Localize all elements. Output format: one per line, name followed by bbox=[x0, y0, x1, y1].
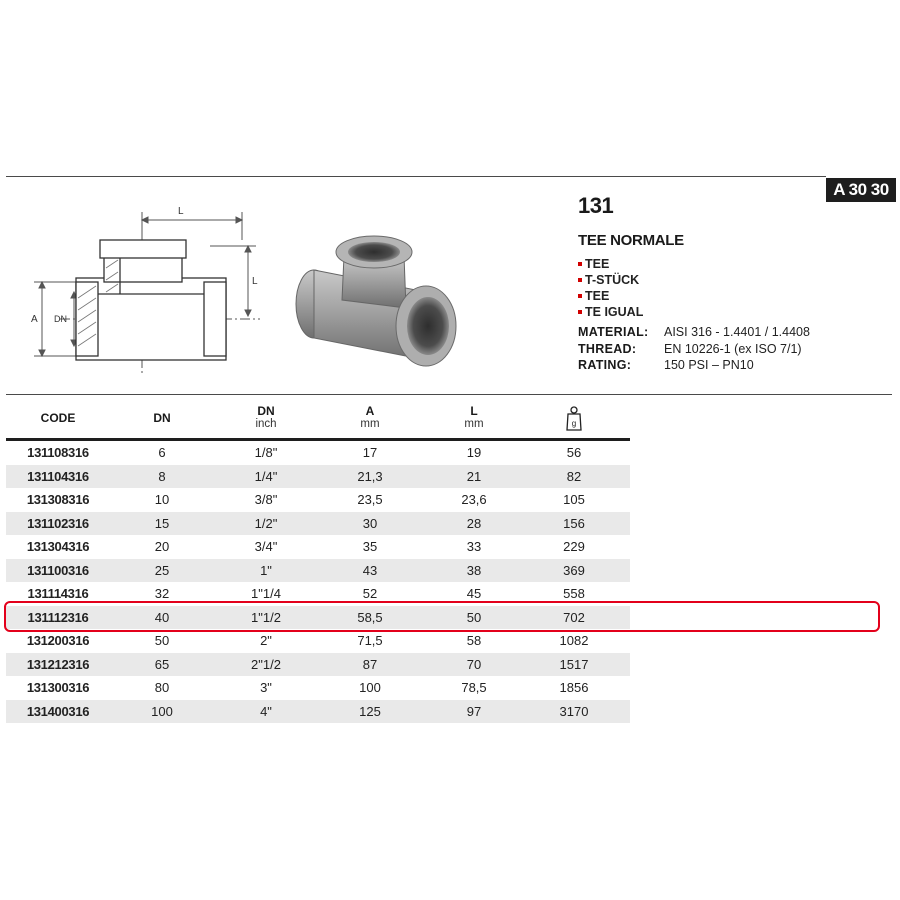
header-a-mm: A mm bbox=[360, 404, 380, 430]
cell-weight-g: 3170 bbox=[559, 703, 589, 719]
cell-dn-inch: 3" bbox=[260, 680, 272, 695]
cell-dn: 40 bbox=[154, 609, 170, 625]
product-photo bbox=[288, 226, 468, 386]
highlighted-row-frame bbox=[4, 601, 880, 632]
translation-item: TE IGUAL bbox=[578, 304, 643, 320]
technical-drawing bbox=[20, 198, 300, 398]
cell-dn: 10 bbox=[154, 492, 170, 507]
drawing-label-dn: DN bbox=[54, 314, 67, 324]
cell-l-mm: 50 bbox=[466, 609, 482, 625]
cell-code: 131104316 bbox=[27, 468, 89, 484]
cell-l-mm: 38 bbox=[466, 562, 482, 578]
dimension-table bbox=[6, 398, 630, 723]
cell-weight-g: 105 bbox=[563, 492, 585, 507]
cell-dn: 8 bbox=[158, 468, 166, 484]
spec-thread: THREAD: EN 10226-1 (ex ISO 7/1) bbox=[578, 341, 802, 356]
table-row bbox=[6, 629, 630, 653]
header-code: CODE bbox=[40, 410, 76, 425]
translation-item: T-STÜCK bbox=[578, 272, 643, 288]
cell-l-mm: 33 bbox=[466, 539, 482, 554]
cell-dn: 25 bbox=[154, 562, 170, 578]
weight-icon bbox=[565, 405, 583, 431]
cell-l-mm: 19 bbox=[466, 445, 482, 460]
cell-weight-g: 369 bbox=[563, 562, 585, 578]
cell-a-mm: 100 bbox=[359, 680, 381, 695]
cell-weight-g: 1856 bbox=[559, 680, 589, 695]
drawing-label-a: A bbox=[31, 314, 38, 325]
cell-code: 131400316 bbox=[26, 703, 90, 719]
cell-weight-g: 82 bbox=[566, 468, 582, 484]
cell-dn: 80 bbox=[154, 680, 170, 695]
cell-dn-inch: 1/2" bbox=[254, 515, 278, 531]
cell-code: 131108316 bbox=[27, 445, 89, 460]
cell-weight-g: 1082 bbox=[559, 633, 589, 648]
cell-a-mm: 35 bbox=[362, 539, 378, 554]
table-row bbox=[6, 653, 630, 677]
cell-dn: 100 bbox=[151, 703, 173, 719]
cell-dn: 50 bbox=[154, 633, 170, 648]
spec-rating: RATING: 150 PSI – PN10 bbox=[578, 358, 754, 372]
cell-l-mm: 45 bbox=[466, 586, 482, 601]
cell-dn-inch: 2" bbox=[260, 633, 272, 648]
cell-weight-g: 156 bbox=[563, 515, 585, 531]
table-header bbox=[6, 398, 630, 441]
cell-l-mm: 21 bbox=[466, 468, 482, 484]
table-row bbox=[6, 465, 630, 489]
table-row bbox=[6, 488, 630, 512]
table-body bbox=[6, 441, 630, 723]
cell-code: 131304316 bbox=[26, 539, 90, 554]
product-translations bbox=[578, 256, 643, 320]
cell-a-mm: 87 bbox=[362, 656, 378, 672]
translation-item: TEE bbox=[578, 256, 643, 272]
drawing-label-l-top: L bbox=[178, 206, 184, 217]
cell-dn-inch: 4" bbox=[260, 703, 272, 719]
cell-a-mm: 30 bbox=[362, 515, 378, 531]
cell-dn-inch: 3/4" bbox=[254, 539, 278, 554]
cell-a-mm: 58,5 bbox=[357, 609, 383, 625]
cell-code: 131100316 bbox=[27, 562, 89, 578]
cell-code: 131200316 bbox=[26, 633, 90, 648]
cell-dn-inch: 1/8" bbox=[254, 445, 278, 460]
spec-material: MATERIAL: AISI 316 - 1.4401 / 1.4408 bbox=[578, 325, 810, 339]
cell-dn: 6 bbox=[158, 445, 166, 460]
cell-dn: 65 bbox=[154, 656, 170, 672]
cell-dn-inch: 1" bbox=[260, 562, 272, 578]
table-row bbox=[6, 676, 630, 700]
cell-l-mm: 28 bbox=[466, 515, 482, 531]
cell-dn-inch: 1/4" bbox=[254, 468, 278, 484]
svg-text:g: g bbox=[571, 419, 577, 428]
cell-a-mm: 71,5 bbox=[357, 633, 383, 648]
cell-l-mm: 23,6 bbox=[461, 492, 487, 507]
translation-item: TEE bbox=[578, 288, 643, 304]
cell-weight-g: 558 bbox=[563, 586, 585, 601]
table-row bbox=[6, 700, 630, 724]
cell-a-mm: 125 bbox=[359, 703, 381, 719]
cell-a-mm: 52 bbox=[362, 586, 378, 601]
cell-dn: 15 bbox=[154, 515, 170, 531]
catalog-page-badge: A 30 30 bbox=[826, 178, 896, 202]
cell-dn: 20 bbox=[154, 539, 170, 554]
cell-weight-g: 702 bbox=[563, 609, 585, 625]
cell-a-mm: 43 bbox=[362, 562, 378, 578]
cell-weight-g: 56 bbox=[566, 445, 582, 460]
cell-l-mm: 97 bbox=[466, 703, 482, 719]
header-l-mm: L mm bbox=[464, 404, 484, 430]
product-name: TEE NORMALE bbox=[578, 232, 684, 249]
product-number: 131 bbox=[578, 193, 614, 218]
header-dn-inch: DN inch bbox=[255, 404, 277, 430]
cell-l-mm: 70 bbox=[466, 656, 482, 672]
cell-code: 131212316 bbox=[26, 656, 90, 672]
drawing-label-l-right: L bbox=[252, 276, 258, 287]
cell-code: 131308316 bbox=[26, 492, 90, 507]
cell-a-mm: 17 bbox=[362, 445, 378, 460]
table-row bbox=[6, 559, 630, 583]
cell-a-mm: 23,5 bbox=[357, 492, 383, 507]
cell-a-mm: 21,3 bbox=[357, 468, 383, 484]
cell-dn: 32 bbox=[154, 586, 170, 601]
bullet-icon bbox=[578, 310, 582, 314]
header-dn: DN bbox=[153, 410, 171, 425]
spec-list bbox=[578, 324, 810, 374]
cell-code: 131114316 bbox=[27, 586, 89, 601]
cell-code: 131102316 bbox=[27, 515, 89, 531]
table-row bbox=[6, 512, 630, 536]
table-row bbox=[6, 441, 630, 465]
bullet-icon bbox=[578, 262, 582, 266]
header-weight bbox=[526, 398, 622, 438]
cell-l-mm: 78,5 bbox=[461, 680, 487, 695]
cell-dn-inch: 1"1/4 bbox=[251, 586, 281, 601]
cell-dn-inch: 1"1/2 bbox=[251, 609, 281, 625]
cell-weight-g: 1517 bbox=[559, 656, 589, 672]
bullet-icon bbox=[578, 294, 582, 298]
cell-l-mm: 58 bbox=[466, 633, 482, 648]
bullet-icon bbox=[578, 278, 582, 282]
cell-code: 131112316 bbox=[27, 609, 89, 625]
cell-dn-inch: 2"1/2 bbox=[251, 656, 281, 672]
table-row bbox=[6, 535, 630, 559]
cell-code: 131300316 bbox=[26, 680, 90, 695]
top-rule bbox=[6, 176, 826, 177]
cell-weight-g: 229 bbox=[563, 539, 585, 554]
cell-dn-inch: 3/8" bbox=[254, 492, 278, 507]
